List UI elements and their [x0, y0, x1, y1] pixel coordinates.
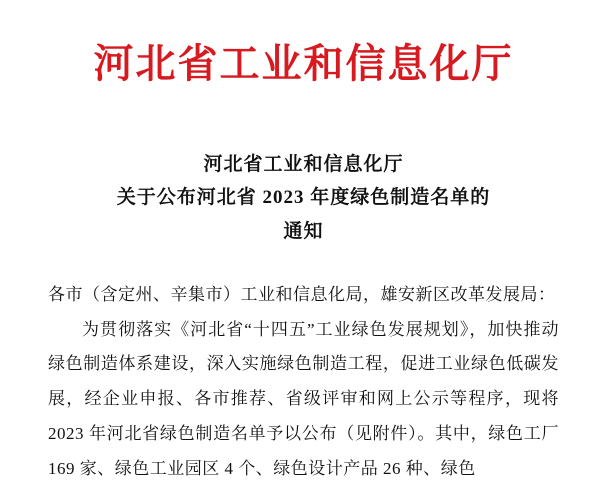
document-title-line-1: 河北省工业和信息化厅 [203, 154, 404, 175]
document-body [0, 278, 607, 487]
document-title-line-3: 通知 [283, 220, 324, 242]
document-title-block [0, 148, 607, 248]
document-letterhead: 河北省工业和信息化厅 [93, 41, 514, 86]
document-salutation: 各市（含定州、辛集市）工业和信息化局，雄安新区改革发展局： [48, 284, 556, 304]
document-paragraph-1: 为贯彻落实《河北省“十四五”工业绿色发展规划》，加快推动绿色制造体系建设，深入实施绿色制造工程，促进工业绿色低碳发展，经企业申报、各市推荐、省级评审和网上公示等程序，现将 2023 年河北省绿色制造名单予以公布（见附件）。其中，绿色工厂 169 家、绿色工业园区 4 个、绿色设计产品 26 种、绿色 [48, 319, 559, 478]
document-title-line-2: 关于公布河北省 2023 年度绿色制造名单的 [116, 187, 491, 209]
